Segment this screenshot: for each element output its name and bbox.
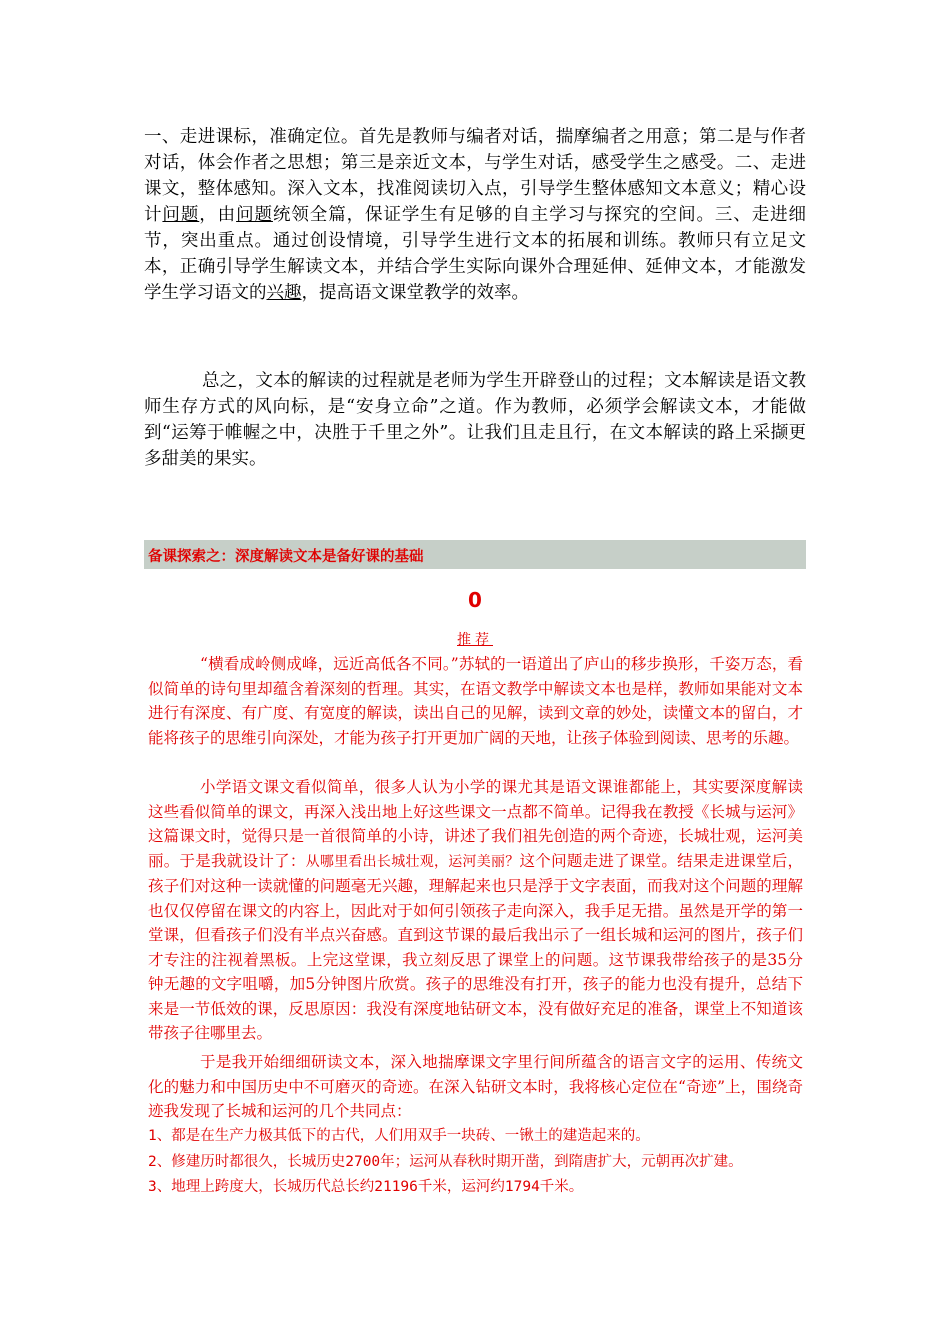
recommend-count: 0	[468, 588, 482, 612]
recommend-link[interactable]: 推荐	[457, 632, 493, 648]
question-quote: 从哪里看出长城壮观，运河美丽？	[305, 853, 520, 870]
article-paragraph-2: 小学语文课文看似简单，很多人认为小学的课尤其是语文课谁都能上，其实要深度解读这些看似简单的课文，再深入浅出地上好这些课文一点都不简单。记得我在教授《长城与运河》这篇课文时，觉得只是一首很简单的小诗，讲述了我们祖先创造的两个奇迹，长城壮观，运河美丽。于是我就设计了：从哪里看出长城壮观，运河美丽？这个问题走进了课堂。结果走进课堂后，孩子们对这种一读就懂的问题毫无兴趣，理解起来也只是浮于文字表面，而我对这个问题的理解也仅仅停留在课文的内容上，因此对于如何引领孩子走向深入，我手足无措。虽然是开学的第一堂课，但看孩子们没有半点兴奋感。直到这节课的最后我出示了一组长城和运河的图片，孩子们才专注的注视着黑板。上完这堂课，我立刻反思了课堂上的问题。这节课我带给孩子的是35分钟无趣的文字咀嚼，加5分钟图片欣赏。孩子的思维没有打开，孩子的能力也没有提升，总结下来是一节低效的课，反思原因：我没有深度地钻研文本，没有做好充足的准备，课堂上不知道该带孩子往哪里去。	[148, 778, 803, 1042]
recommend-link-wrapper	[0, 629, 950, 649]
list-item: 1、都是在生产力极其低下的古代，人们用双手一块砖、一锹土的建造起来的。	[148, 1128, 650, 1144]
link-question-1[interactable]: 问题	[162, 205, 200, 225]
list-item: 2、修建历时都很久，长城历史2700年；运河从春秋时期开凿，到隋唐扩大，元朝再次扩建。	[148, 1154, 743, 1170]
list-item: 3、地理上跨度大，长城历代总长约21196千米，运河约1794千米。	[148, 1179, 584, 1195]
link-interest[interactable]: 兴趣	[266, 283, 302, 303]
section-header-bar	[144, 540, 806, 569]
section-title[interactable]: 备课探索之：深度解读文本是备好课的基础	[148, 549, 424, 565]
paragraph-conclusion: 总之，文本的解读的过程就是老师为学生开辟登山的过程；文本解读是语文教师生存方式的风向标，是“安身立命”之道。作为教师，必须学会解读文本，才能做到“运筹于帷幄之中，决胜于千里之外”。让我们且走且行，在文本解读的路上采撷更多甜美的果实。	[144, 371, 806, 469]
paragraph-strategies: 一、走进课标，准确定位。首先是教师与编者对话，揣摩编者之用意；第二是与作者对话，体会作者之思想；第三是亲近文本，与学生对话，感受学生之感受。二、走进课文，整体感知。深入文本，找准阅读切入点，引导学生整体感知文本意义；精心设计问题，由问题统领全篇，保证学生有足够的自主学习与探究的空间。三、走进细节，突出重点。通过创设情境，引导学生进行文本的拓展和训练。教师只有立足文本，正确引导学生解读文本，并结合学生实际向课外合理延伸、延伸文本，才能激发学生学习语文的兴趣，提高语文课堂教学的效率。	[144, 127, 807, 303]
article-paragraph-3: 于是我开始细细研读文本，深入地揣摩课文字里行间所蕴含的语言文字的运用、传统文化的魅力和中国历史中不可磨灭的奇迹。在深入钻研文本时，我将核心定位在“奇迹”上，围绕奇迹我发现了长城和运河的几个共同点：	[148, 1053, 803, 1120]
article-paragraph-1: “横看成岭侧成峰，远近高低各不同。”苏轼的一语道出了庐山的移步换形，千姿万态，看似简单的诗句里却蕴含着深刻的哲理。其实，在语文教学中解读文本也是样，教师如果能对文本进行有深度、有广度、有宽度的解读，读出自己的见解，读到文章的妙处，读懂文本的留白，才能将孩子的思维引向深处，才能为孩子打开更加广阔的天地，让孩子体验到阅读、思考的乐趣。	[148, 655, 803, 747]
link-question-2[interactable]: 问题	[236, 205, 273, 225]
